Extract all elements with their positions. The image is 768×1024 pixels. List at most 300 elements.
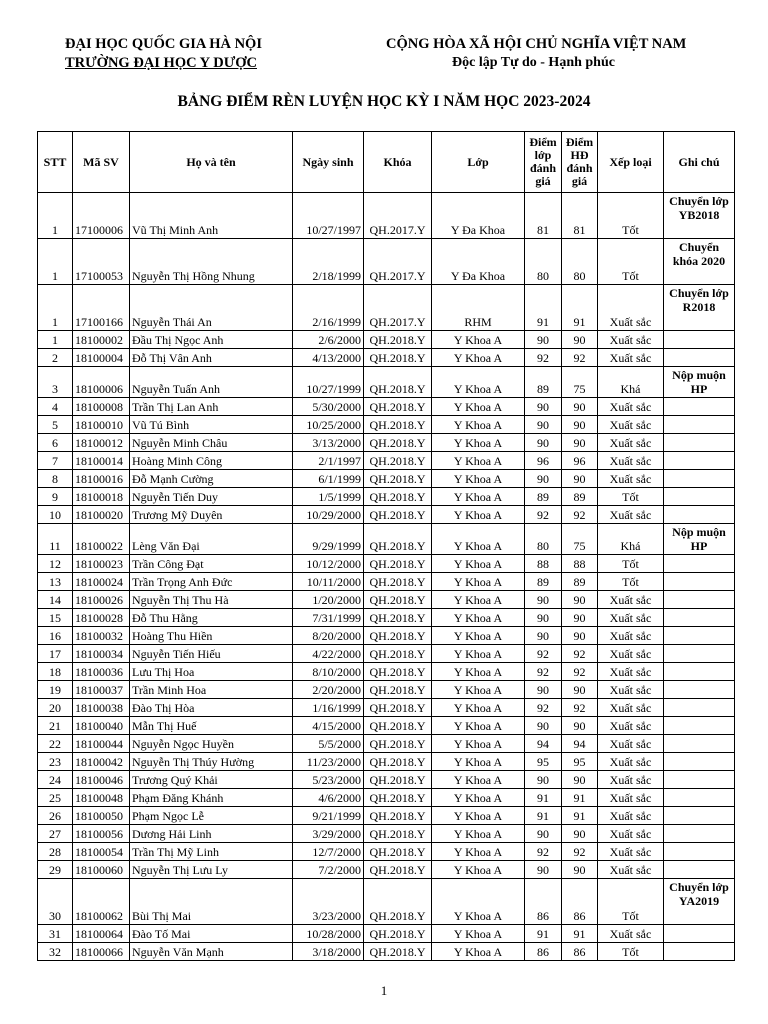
cell-ngaysinh: 10/11/2000 [293,573,364,591]
table-row [38,524,735,555]
cell-lop: Y Khoa A [432,367,525,398]
cell-xeploai: Xuất sắc [598,825,664,843]
cell-ngaysinh: 2/20/2000 [293,681,364,699]
cell-diem-lop: 90 [525,470,562,488]
cell-ghichu: Chuyển lớp YA2019 [664,879,735,925]
cell-masv: 18100060 [73,861,130,879]
table-row [38,573,735,591]
cell-ngaysinh: 1/20/2000 [293,591,364,609]
cell-diem-hd: 95 [562,753,598,771]
col-header-lop: Lớp [432,132,525,193]
cell-ghichu: Chuyển khóa 2020 [664,239,735,285]
cell-diem-hd: 91 [562,807,598,825]
cell-ghichu [664,735,735,753]
cell-khoa: QH.2018.Y [364,681,432,699]
cell-khoa: QH.2018.Y [364,524,432,555]
cell-ngaysinh: 10/27/1997 [293,193,364,239]
table-row [38,925,735,943]
cell-ghichu [664,452,735,470]
cell-ngaysinh: 1/5/1999 [293,488,364,506]
document-title: BẢNG ĐIỂM RÈN LUYỆN HỌC KỲ I NĂM HỌC 2023-2024 [177,93,591,110]
cell-ngaysinh: 12/7/2000 [293,843,364,861]
cell-diem-lop: 90 [525,416,562,434]
cell-xeploai: Xuất sắc [598,663,664,681]
cell-xeploai: Xuất sắc [598,506,664,524]
cell-ngaysinh: 5/23/2000 [293,771,364,789]
cell-khoa: QH.2018.Y [364,591,432,609]
cell-diem-lop: 90 [525,681,562,699]
cell-stt: 29 [38,861,73,879]
cell-lop: Y Đa Khoa [432,239,525,285]
table-row [38,807,735,825]
cell-xeploai: Tốt [598,555,664,573]
cell-xeploai: Xuất sắc [598,591,664,609]
cell-stt: 9 [38,488,73,506]
cell-lop: Y Khoa A [432,771,525,789]
table-row [38,943,735,961]
cell-diem-lop: 90 [525,331,562,349]
cell-xeploai: Xuất sắc [598,753,664,771]
cell-ngaysinh: 3/23/2000 [293,879,364,925]
cell-khoa: QH.2018.Y [364,331,432,349]
table-row [38,331,735,349]
cell-lop: Y Khoa A [432,488,525,506]
cell-masv: 18100018 [73,488,130,506]
cell-hoten: Đào Tố Mai [130,925,293,943]
cell-diem-lop: 80 [525,239,562,285]
cell-xeploai: Tốt [598,488,664,506]
cell-xeploai: Tốt [598,193,664,239]
cell-stt: 17 [38,645,73,663]
cell-stt: 3 [38,367,73,398]
cell-ghichu [664,555,735,573]
cell-ngaysinh: 8/10/2000 [293,663,364,681]
cell-stt: 2 [38,349,73,367]
cell-khoa: QH.2018.Y [364,645,432,663]
cell-xeploai: Xuất sắc [598,807,664,825]
cell-lop: Y Khoa A [432,416,525,434]
cell-diem-lop: 81 [525,193,562,239]
col-header-diem-hd: Điểm HĐ đánh giá [562,132,598,193]
cell-hoten: Đỗ Thu Hằng [130,609,293,627]
cell-masv: 18100004 [73,349,130,367]
cell-stt: 22 [38,735,73,753]
cell-hoten: Lưu Thị Hoa [130,663,293,681]
cell-lop: Y Khoa A [432,717,525,735]
col-header-ngaysinh: Ngày sinh [293,132,364,193]
cell-diem-hd: 90 [562,591,598,609]
cell-lop: Y Khoa A [432,609,525,627]
page-number: 1 [380,983,388,998]
cell-lop: Y Khoa A [432,349,525,367]
cell-diem-lop: 92 [525,663,562,681]
cell-lop: Y Khoa A [432,825,525,843]
cell-diem-lop: 89 [525,573,562,591]
cell-lop: Y Khoa A [432,843,525,861]
cell-diem-lop: 90 [525,717,562,735]
cell-ngaysinh: 3/29/2000 [293,825,364,843]
cell-diem-lop: 92 [525,645,562,663]
national-motto: Độc lập Tự do - Hạnh phúc [452,55,615,70]
cell-masv: 18100050 [73,807,130,825]
cell-stt: 14 [38,591,73,609]
cell-masv: 18100014 [73,452,130,470]
cell-diem-hd: 92 [562,699,598,717]
table-row [38,555,735,573]
cell-ngaysinh: 2/1/1997 [293,452,364,470]
cell-xeploai: Xuất sắc [598,285,664,331]
table-row [38,663,735,681]
cell-ghichu [664,416,735,434]
cell-diem-hd: 90 [562,434,598,452]
cell-diem-hd: 91 [562,925,598,943]
cell-masv: 18100042 [73,753,130,771]
table-row [38,681,735,699]
cell-diem-lop: 90 [525,591,562,609]
cell-stt: 31 [38,925,73,943]
cell-xeploai: Khá [598,524,664,555]
cell-xeploai: Tốt [598,573,664,591]
national-title: CỘNG HÒA XÃ HỘI CHỦ NGHĨA VIỆT NAM [386,36,687,52]
cell-diem-hd: 89 [562,488,598,506]
cell-ghichu [664,825,735,843]
cell-diem-hd: 91 [562,285,598,331]
table-row [38,506,735,524]
cell-ghichu [664,699,735,717]
table-row [38,879,735,925]
cell-ngaysinh: 3/18/2000 [293,943,364,961]
table-row [38,416,735,434]
cell-xeploai: Xuất sắc [598,843,664,861]
cell-hoten: Nguyễn Thị Thu Hà [130,591,293,609]
cell-stt: 16 [38,627,73,645]
cell-diem-hd: 80 [562,239,598,285]
cell-lop: Y Khoa A [432,663,525,681]
cell-diem-hd: 90 [562,681,598,699]
cell-masv: 18100008 [73,398,130,416]
table-row [38,398,735,416]
cell-lop: Y Khoa A [432,434,525,452]
cell-khoa: QH.2018.Y [364,735,432,753]
cell-stt: 24 [38,771,73,789]
cell-khoa: QH.2018.Y [364,943,432,961]
cell-hoten: Nguyễn Tiến Hiếu [130,645,293,663]
cell-ghichu [664,771,735,789]
school-name: TRƯỜNG ĐẠI HỌC Y DƯỢC [65,55,257,71]
cell-stt: 12 [38,555,73,573]
table-body [38,193,735,961]
cell-hoten: Trần Thị Mỹ Linh [130,843,293,861]
cell-xeploai: Xuất sắc [598,699,664,717]
cell-khoa: QH.2017.Y [364,285,432,331]
cell-xeploai: Xuất sắc [598,349,664,367]
cell-stt: 21 [38,717,73,735]
cell-khoa: QH.2018.Y [364,452,432,470]
cell-lop: Y Khoa A [432,452,525,470]
cell-diem-lop: 94 [525,735,562,753]
cell-lop: Y Khoa A [432,470,525,488]
cell-diem-lop: 80 [525,524,562,555]
cell-ngaysinh: 7/31/1999 [293,609,364,627]
cell-masv: 18100037 [73,681,130,699]
cell-hoten: Nguyễn Tiến Duy [130,488,293,506]
cell-ngaysinh: 9/29/1999 [293,524,364,555]
cell-khoa: QH.2018.Y [364,506,432,524]
col-header-ghichu: Ghi chú [664,132,735,193]
cell-khoa: QH.2018.Y [364,367,432,398]
cell-lop: Y Khoa A [432,879,525,925]
cell-stt: 1 [38,331,73,349]
cell-diem-hd: 89 [562,573,598,591]
cell-lop: Y Khoa A [432,627,525,645]
cell-diem-hd: 94 [562,735,598,753]
cell-ghichu [664,331,735,349]
cell-hoten: Nguyễn Minh Châu [130,434,293,452]
cell-hoten: Nguyễn Văn Mạnh [130,943,293,961]
cell-ngaysinh: 11/23/2000 [293,753,364,771]
cell-lop: Y Khoa A [432,573,525,591]
cell-diem-hd: 90 [562,627,598,645]
cell-ghichu [664,591,735,609]
cell-diem-lop: 89 [525,488,562,506]
cell-diem-lop: 92 [525,843,562,861]
table-row [38,367,735,398]
cell-diem-lop: 90 [525,861,562,879]
cell-lop: Y Khoa A [432,753,525,771]
cell-stt: 18 [38,663,73,681]
cell-diem-hd: 90 [562,825,598,843]
cell-diem-hd: 90 [562,771,598,789]
cell-hoten: Đào Thị Hòa [130,699,293,717]
cell-stt: 1 [38,193,73,239]
cell-ghichu: Nộp muộn HP [664,367,735,398]
cell-stt: 27 [38,825,73,843]
table-row [38,627,735,645]
cell-masv: 18100024 [73,573,130,591]
cell-diem-lop: 91 [525,789,562,807]
cell-diem-lop: 96 [525,452,562,470]
cell-stt: 1 [38,285,73,331]
cell-diem-hd: 75 [562,367,598,398]
cell-masv: 18100064 [73,925,130,943]
col-header-hoten: Họ và tên [130,132,293,193]
cell-ghichu [664,609,735,627]
cell-khoa: QH.2018.Y [364,349,432,367]
cell-hoten: Đỗ Thị Vân Anh [130,349,293,367]
cell-masv: 18100048 [73,789,130,807]
col-header-xeploai: Xếp loại [598,132,664,193]
cell-hoten: Vũ Thị Minh Anh [130,193,293,239]
col-header-diem-lop: Điểm lớp đánh giá [525,132,562,193]
cell-lop: Y Khoa A [432,681,525,699]
cell-masv: 18100062 [73,879,130,925]
cell-xeploai: Xuất sắc [598,925,664,943]
cell-hoten: Vũ Tú Bình [130,416,293,434]
cell-diem-lop: 92 [525,506,562,524]
cell-khoa: QH.2018.Y [364,573,432,591]
cell-stt: 23 [38,753,73,771]
cell-xeploai: Xuất sắc [598,681,664,699]
table-row [38,285,735,331]
cell-khoa: QH.2018.Y [364,753,432,771]
cell-ngaysinh: 5/30/2000 [293,398,364,416]
cell-ngaysinh: 10/12/2000 [293,555,364,573]
cell-hoten: Phạm Ngọc Lễ [130,807,293,825]
cell-khoa: QH.2018.Y [364,825,432,843]
cell-ghichu [664,470,735,488]
cell-masv: 18100044 [73,735,130,753]
cell-ngaysinh: 2/18/1999 [293,239,364,285]
cell-ghichu: Chuyển lớp YB2018 [664,193,735,239]
table-row [38,717,735,735]
cell-masv: 18100032 [73,627,130,645]
cell-hoten: Trương Mỹ Duyên [130,506,293,524]
table-row [38,699,735,717]
cell-diem-lop: 86 [525,943,562,961]
cell-hoten: Hoàng Thu Hiền [130,627,293,645]
cell-stt: 10 [38,506,73,524]
cell-diem-hd: 92 [562,663,598,681]
cell-masv: 18100023 [73,555,130,573]
cell-stt: 11 [38,524,73,555]
cell-diem-hd: 90 [562,331,598,349]
cell-ngaysinh: 9/21/1999 [293,807,364,825]
cell-ghichu [664,925,735,943]
cell-xeploai: Tốt [598,239,664,285]
score-table [37,131,735,961]
cell-masv: 18100046 [73,771,130,789]
cell-diem-hd: 90 [562,609,598,627]
cell-diem-lop: 95 [525,753,562,771]
cell-lop: Y Khoa A [432,331,525,349]
cell-diem-lop: 86 [525,879,562,925]
cell-masv: 18100038 [73,699,130,717]
cell-masv: 18100020 [73,506,130,524]
cell-diem-lop: 91 [525,925,562,943]
cell-lop: Y Khoa A [432,735,525,753]
cell-masv: 18100012 [73,434,130,452]
cell-diem-lop: 90 [525,627,562,645]
cell-ghichu [664,807,735,825]
cell-ghichu [664,398,735,416]
cell-diem-lop: 90 [525,771,562,789]
cell-masv: 18100016 [73,470,130,488]
cell-diem-hd: 86 [562,943,598,961]
cell-khoa: QH.2018.Y [364,434,432,452]
cell-xeploai: Tốt [598,879,664,925]
cell-masv: 17100053 [73,239,130,285]
table-row [38,349,735,367]
cell-ngaysinh: 6/1/1999 [293,470,364,488]
cell-lop: Y Khoa A [432,699,525,717]
cell-stt: 5 [38,416,73,434]
cell-hoten: Dương Hải Linh [130,825,293,843]
cell-ghichu [664,434,735,452]
cell-stt: 13 [38,573,73,591]
cell-masv: 18100040 [73,717,130,735]
cell-ghichu [664,789,735,807]
table-row [38,771,735,789]
cell-ngaysinh: 10/27/1999 [293,367,364,398]
cell-stt: 30 [38,879,73,925]
cell-hoten: Phạm Đăng Khánh [130,789,293,807]
cell-ngaysinh: 2/6/2000 [293,331,364,349]
cell-stt: 26 [38,807,73,825]
cell-xeploai: Xuất sắc [598,771,664,789]
cell-masv: 18100034 [73,645,130,663]
cell-ghichu [664,663,735,681]
cell-ngaysinh: 10/25/2000 [293,416,364,434]
cell-hoten: Trần Minh Hoa [130,681,293,699]
cell-khoa: QH.2018.Y [364,398,432,416]
cell-stt: 6 [38,434,73,452]
cell-lop: Y Khoa A [432,398,525,416]
cell-masv: 18100002 [73,331,130,349]
cell-hoten: Nguyễn Tuấn Anh [130,367,293,398]
cell-hoten: Bùi Thị Mai [130,879,293,925]
cell-diem-lop: 90 [525,398,562,416]
cell-hoten: Nguyễn Thái An [130,285,293,331]
cell-hoten: Trần Công Đạt [130,555,293,573]
cell-stt: 32 [38,943,73,961]
cell-ngaysinh: 2/16/1999 [293,285,364,331]
cell-ngaysinh: 1/16/1999 [293,699,364,717]
cell-khoa: QH.2017.Y [364,193,432,239]
cell-lop: Y Khoa A [432,925,525,943]
cell-xeploai: Xuất sắc [598,609,664,627]
table-row [38,452,735,470]
cell-lop: Y Khoa A [432,943,525,961]
cell-diem-hd: 92 [562,349,598,367]
cell-hoten: Lèng Văn Đại [130,524,293,555]
cell-masv: 18100026 [73,591,130,609]
cell-ghichu [664,753,735,771]
cell-diem-hd: 90 [562,416,598,434]
cell-xeploai: Xuất sắc [598,398,664,416]
cell-lop: Y Khoa A [432,807,525,825]
cell-stt: 7 [38,452,73,470]
cell-diem-lop: 92 [525,699,562,717]
cell-hoten: Mẫn Thị Huế [130,717,293,735]
cell-ngaysinh: 4/15/2000 [293,717,364,735]
cell-ngaysinh: 3/13/2000 [293,434,364,452]
cell-khoa: QH.2018.Y [364,699,432,717]
cell-diem-hd: 90 [562,470,598,488]
cell-lop: Y Khoa A [432,789,525,807]
cell-khoa: QH.2018.Y [364,925,432,943]
cell-masv: 18100036 [73,663,130,681]
cell-xeploai: Xuất sắc [598,735,664,753]
cell-diem-lop: 91 [525,807,562,825]
cell-ghichu: Chuyển lớp R2018 [664,285,735,331]
cell-xeploai: Xuất sắc [598,789,664,807]
cell-khoa: QH.2018.Y [364,609,432,627]
cell-ngaysinh: 4/6/2000 [293,789,364,807]
table-row [38,239,735,285]
cell-hoten: Trương Quý Khải [130,771,293,789]
cell-masv: 18100006 [73,367,130,398]
university-name: ĐẠI HỌC QUỐC GIA HÀ NỘI [65,36,262,52]
cell-hoten: Nguyễn Ngọc Huyền [130,735,293,753]
table-row [38,193,735,239]
cell-diem-hd: 75 [562,524,598,555]
cell-diem-hd: 92 [562,506,598,524]
cell-khoa: QH.2018.Y [364,416,432,434]
table-row [38,861,735,879]
cell-stt: 28 [38,843,73,861]
cell-ngaysinh: 8/20/2000 [293,627,364,645]
cell-khoa: QH.2018.Y [364,879,432,925]
